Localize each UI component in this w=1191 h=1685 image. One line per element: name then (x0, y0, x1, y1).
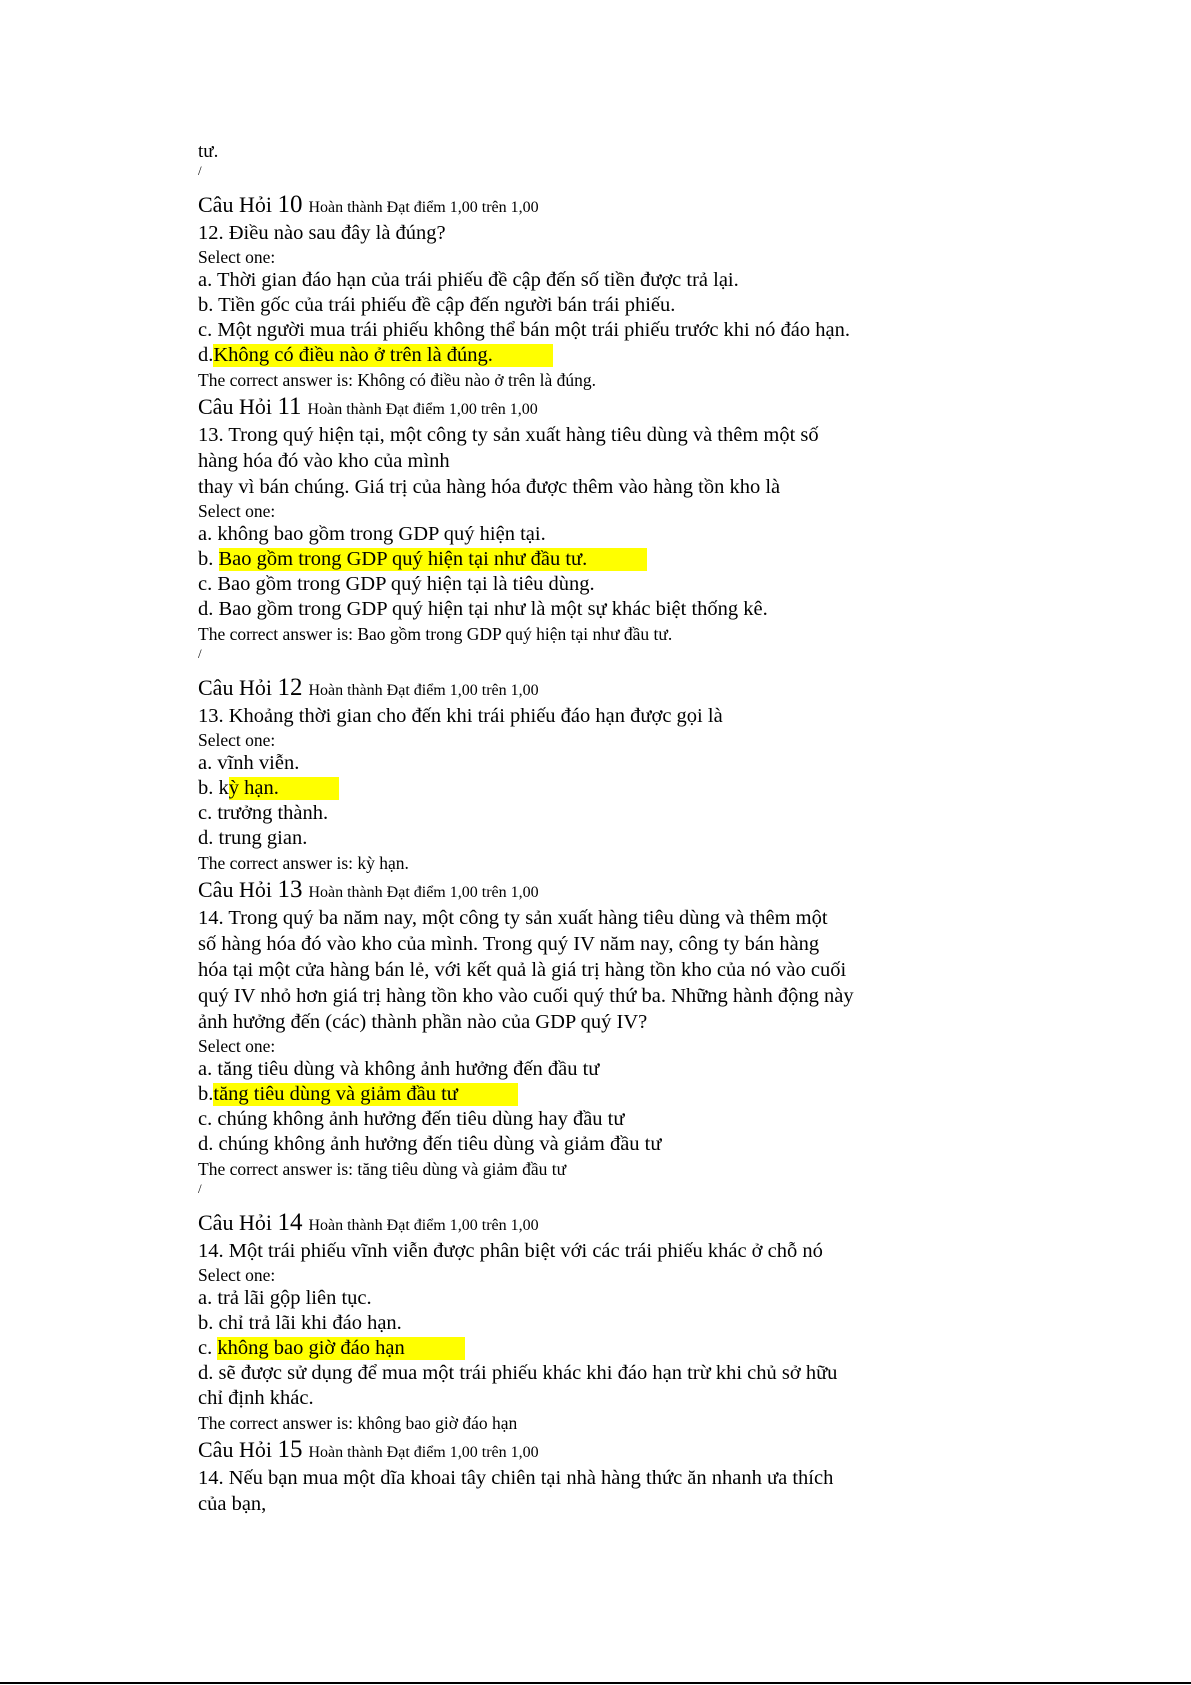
question-stem-line: 14. Trong quý ba năm nay, một công ty sản xuất hàng tiêu dùng và thêm một (198, 907, 828, 929)
question-header (198, 1208, 1118, 1238)
question-stem-line: thay vì bán chúng. Giá trị của hàng hóa được thêm vào hàng tồn kho là (198, 476, 781, 498)
question-stem-line: số hàng hóa đó vào kho của mình. Trong quý IV năm nay, công ty bán hàng (198, 933, 820, 955)
correct-answer: The correct answer is: tăng tiêu dùng và giảm đầu tư (198, 1159, 567, 1179)
option-text: vĩnh viễn. (217, 752, 300, 774)
question-header (198, 392, 1118, 422)
option-prefix: d. (198, 1362, 219, 1384)
highlighted-option-text: tăng tiêu dùng và giảm đầu tư (213, 1083, 518, 1106)
question-header (198, 1435, 1118, 1465)
answer-option (198, 1107, 1118, 1132)
option-continuation: chỉ định khác. (198, 1387, 314, 1409)
answer-option (198, 597, 1118, 622)
question-stem-line: 14. Nếu bạn mua một dĩa khoai tây chiên tại nhà hàng thức ăn nhanh ưa thích (198, 1467, 834, 1489)
select-one-label: Select one: (198, 1265, 276, 1285)
question-stem-line: 12. Điều nào sau đây là đúng? (198, 222, 446, 244)
option-prefix: a. (198, 523, 218, 545)
answer-option (198, 1311, 1118, 1336)
option-text: trung gian. (218, 827, 308, 849)
answer-option (198, 268, 1118, 293)
question-list (198, 190, 1118, 1517)
answer-option (198, 1336, 1118, 1361)
question-block (198, 1208, 1118, 1435)
question-stem-line: 14. Một trái phiếu vĩnh viễn được phân biệt với các trái phiếu khác ở chỗ nó (198, 1240, 823, 1262)
answer-option (198, 1361, 1118, 1386)
answer-option (198, 801, 1118, 826)
question-number: 13 (277, 876, 303, 903)
option-prefix: c. (198, 1108, 218, 1130)
select-one-label: Select one: (198, 501, 276, 521)
correct-answer: The correct answer is: Bao gồm trong GDP quý hiện tại như đầu tư. (198, 624, 673, 644)
question-status: Hoàn thành Đạt điểm 1,00 trên 1,00 (308, 1217, 539, 1234)
document-page (198, 141, 1118, 1517)
option-prefix: a. (198, 1058, 218, 1080)
answer-option (198, 293, 1118, 318)
question-number: 14 (277, 1209, 303, 1236)
highlighted-option-text: Không có điều nào ở trên là đúng. (213, 344, 553, 367)
question-label: Câu Hỏi (198, 1437, 278, 1462)
answer-option (198, 826, 1118, 851)
answer-option (198, 547, 1118, 572)
correct-answer: The correct answer is: Không có điều nào ở trên là đúng. (198, 370, 597, 390)
leading-text: tư. (198, 141, 219, 162)
question-block (198, 1435, 1118, 1517)
option-text: chỉ trả lãi khi đáo hạn. (218, 1312, 402, 1334)
option-text: chúng không ảnh hưởng đến tiêu dùng và giảm đầu tư (218, 1133, 662, 1155)
question-block (198, 875, 1118, 1197)
option-prefix: b. (198, 1083, 214, 1105)
question-label: Câu Hỏi (198, 877, 278, 902)
option-prefix: d. (198, 1133, 219, 1155)
page-bottom-rule (0, 1682, 1191, 1684)
question-label: Câu Hỏi (198, 1210, 278, 1235)
option-prefix: c. (198, 319, 218, 341)
question-status: Hoàn thành Đạt điểm 1,00 trên 1,00 (308, 1444, 539, 1461)
question-header (198, 673, 1118, 703)
option-prefix: b. (198, 294, 219, 316)
option-prefix: c. (198, 1337, 218, 1359)
separator: / (198, 646, 202, 661)
option-prefix: d. (198, 827, 219, 849)
option-text: tăng tiêu dùng và không ảnh hưởng đến đầu tư (217, 1058, 600, 1080)
option-text: trưởng thành. (217, 802, 329, 824)
option-prefix: a. (198, 1287, 218, 1309)
option-text: Bao gồm trong GDP quý hiện tại như là một sự khác biệt thống kê. (218, 598, 768, 620)
question-block (198, 392, 1118, 662)
separator: / (198, 163, 202, 178)
option-text: Thời gian đáo hạn của trái phiếu đề cập đến số tiền được trả lại. (216, 269, 739, 291)
question-block (198, 190, 1118, 392)
option-text: Bao gồm trong GDP quý hiện tại là tiêu dùng. (217, 573, 595, 595)
question-stem-line: 13. Khoảng thời gian cho đến khi trái phiếu đáo hạn được gọi là (198, 705, 723, 727)
option-prefix: b. (198, 548, 219, 570)
question-label: Câu Hỏi (198, 675, 278, 700)
option-text: trả lãi gộp liên tục. (217, 1287, 372, 1309)
option-prefix: d. (198, 344, 214, 366)
question-stem-line: 13. Trong quý hiện tại, một công ty sản xuất hàng tiêu dùng và thêm một số (198, 424, 819, 446)
answer-option (198, 751, 1118, 776)
question-stem-line: hóa tại một cửa hàng bán lẻ, với kết quả là giá trị hàng tồn kho của nó vào cuối (198, 959, 847, 981)
option-prefix: c. (198, 573, 218, 595)
answer-option (198, 776, 1118, 801)
question-status: Hoàn thành Đạt điểm 1,00 trên 1,00 (308, 682, 539, 699)
answer-option (198, 1286, 1118, 1311)
answer-option (198, 1132, 1118, 1157)
question-header (198, 875, 1118, 905)
option-text: Một người mua trái phiếu không thể bán một trái phiếu trước khi nó đáo hạn. (217, 319, 850, 341)
correct-answer: The correct answer is: không bao giờ đáo hạn (198, 1413, 518, 1433)
question-number: 12 (277, 674, 303, 701)
option-text: sẽ được sử dụng để mua một trái phiếu khác khi đáo hạn trừ khi chủ sở hữu (218, 1362, 838, 1384)
option-prefix: b. (198, 1312, 219, 1334)
question-number: 10 (277, 191, 303, 218)
question-block (198, 673, 1118, 875)
answer-option (198, 572, 1118, 597)
question-number: 15 (277, 1436, 303, 1463)
answer-option (198, 522, 1118, 547)
answer-option (198, 1082, 1118, 1107)
question-status: Hoàn thành Đạt điểm 1,00 trên 1,00 (308, 199, 539, 216)
question-header (198, 190, 1118, 220)
question-stem-line: quý IV nhỏ hơn giá trị hàng tồn kho vào cuối quý thứ ba. Những hành động này (198, 985, 854, 1007)
option-prefix: c. (198, 802, 218, 824)
option-prefix: b. k (198, 777, 229, 799)
answer-option (198, 1057, 1118, 1082)
select-one-label: Select one: (198, 1036, 276, 1056)
separator: / (198, 1181, 202, 1196)
option-text: không bao gồm trong GDP quý hiện tại. (217, 523, 546, 545)
correct-answer: The correct answer is: kỳ hạn. (198, 853, 409, 873)
option-prefix: a. (198, 752, 218, 774)
answer-option (198, 343, 1118, 368)
option-text: Tiền gốc của trái phiếu đề cập đến người bán trái phiếu. (218, 294, 676, 316)
question-stem-line: hàng hóa đó vào kho của mình (198, 450, 450, 472)
highlighted-option-text: không bao giờ đáo hạn (217, 1337, 464, 1360)
question-status: Hoàn thành Đạt điểm 1,00 trên 1,00 (308, 884, 539, 901)
question-label: Câu Hỏi (198, 394, 278, 419)
select-one-label: Select one: (198, 247, 276, 267)
option-prefix: a. (198, 269, 217, 291)
answer-option (198, 318, 1118, 343)
option-text: chúng không ảnh hưởng đến tiêu dùng hay đầu tư (217, 1108, 625, 1130)
select-one-label: Select one: (198, 730, 276, 750)
question-number: 11 (277, 393, 302, 420)
question-label: Câu Hỏi (198, 192, 278, 217)
question-status: Hoàn thành Đạt điểm 1,00 trên 1,00 (307, 401, 538, 418)
highlighted-option-text: Bao gồm trong GDP quý hiện tại như đầu tư. (219, 548, 648, 571)
question-stem-line: ảnh hưởng đến (các) thành phần nào của GDP quý IV? (198, 1011, 648, 1033)
question-stem-line: của bạn, (198, 1493, 267, 1515)
highlighted-option-text: ỳ hạn. (229, 777, 339, 800)
option-prefix: d. (198, 598, 219, 620)
